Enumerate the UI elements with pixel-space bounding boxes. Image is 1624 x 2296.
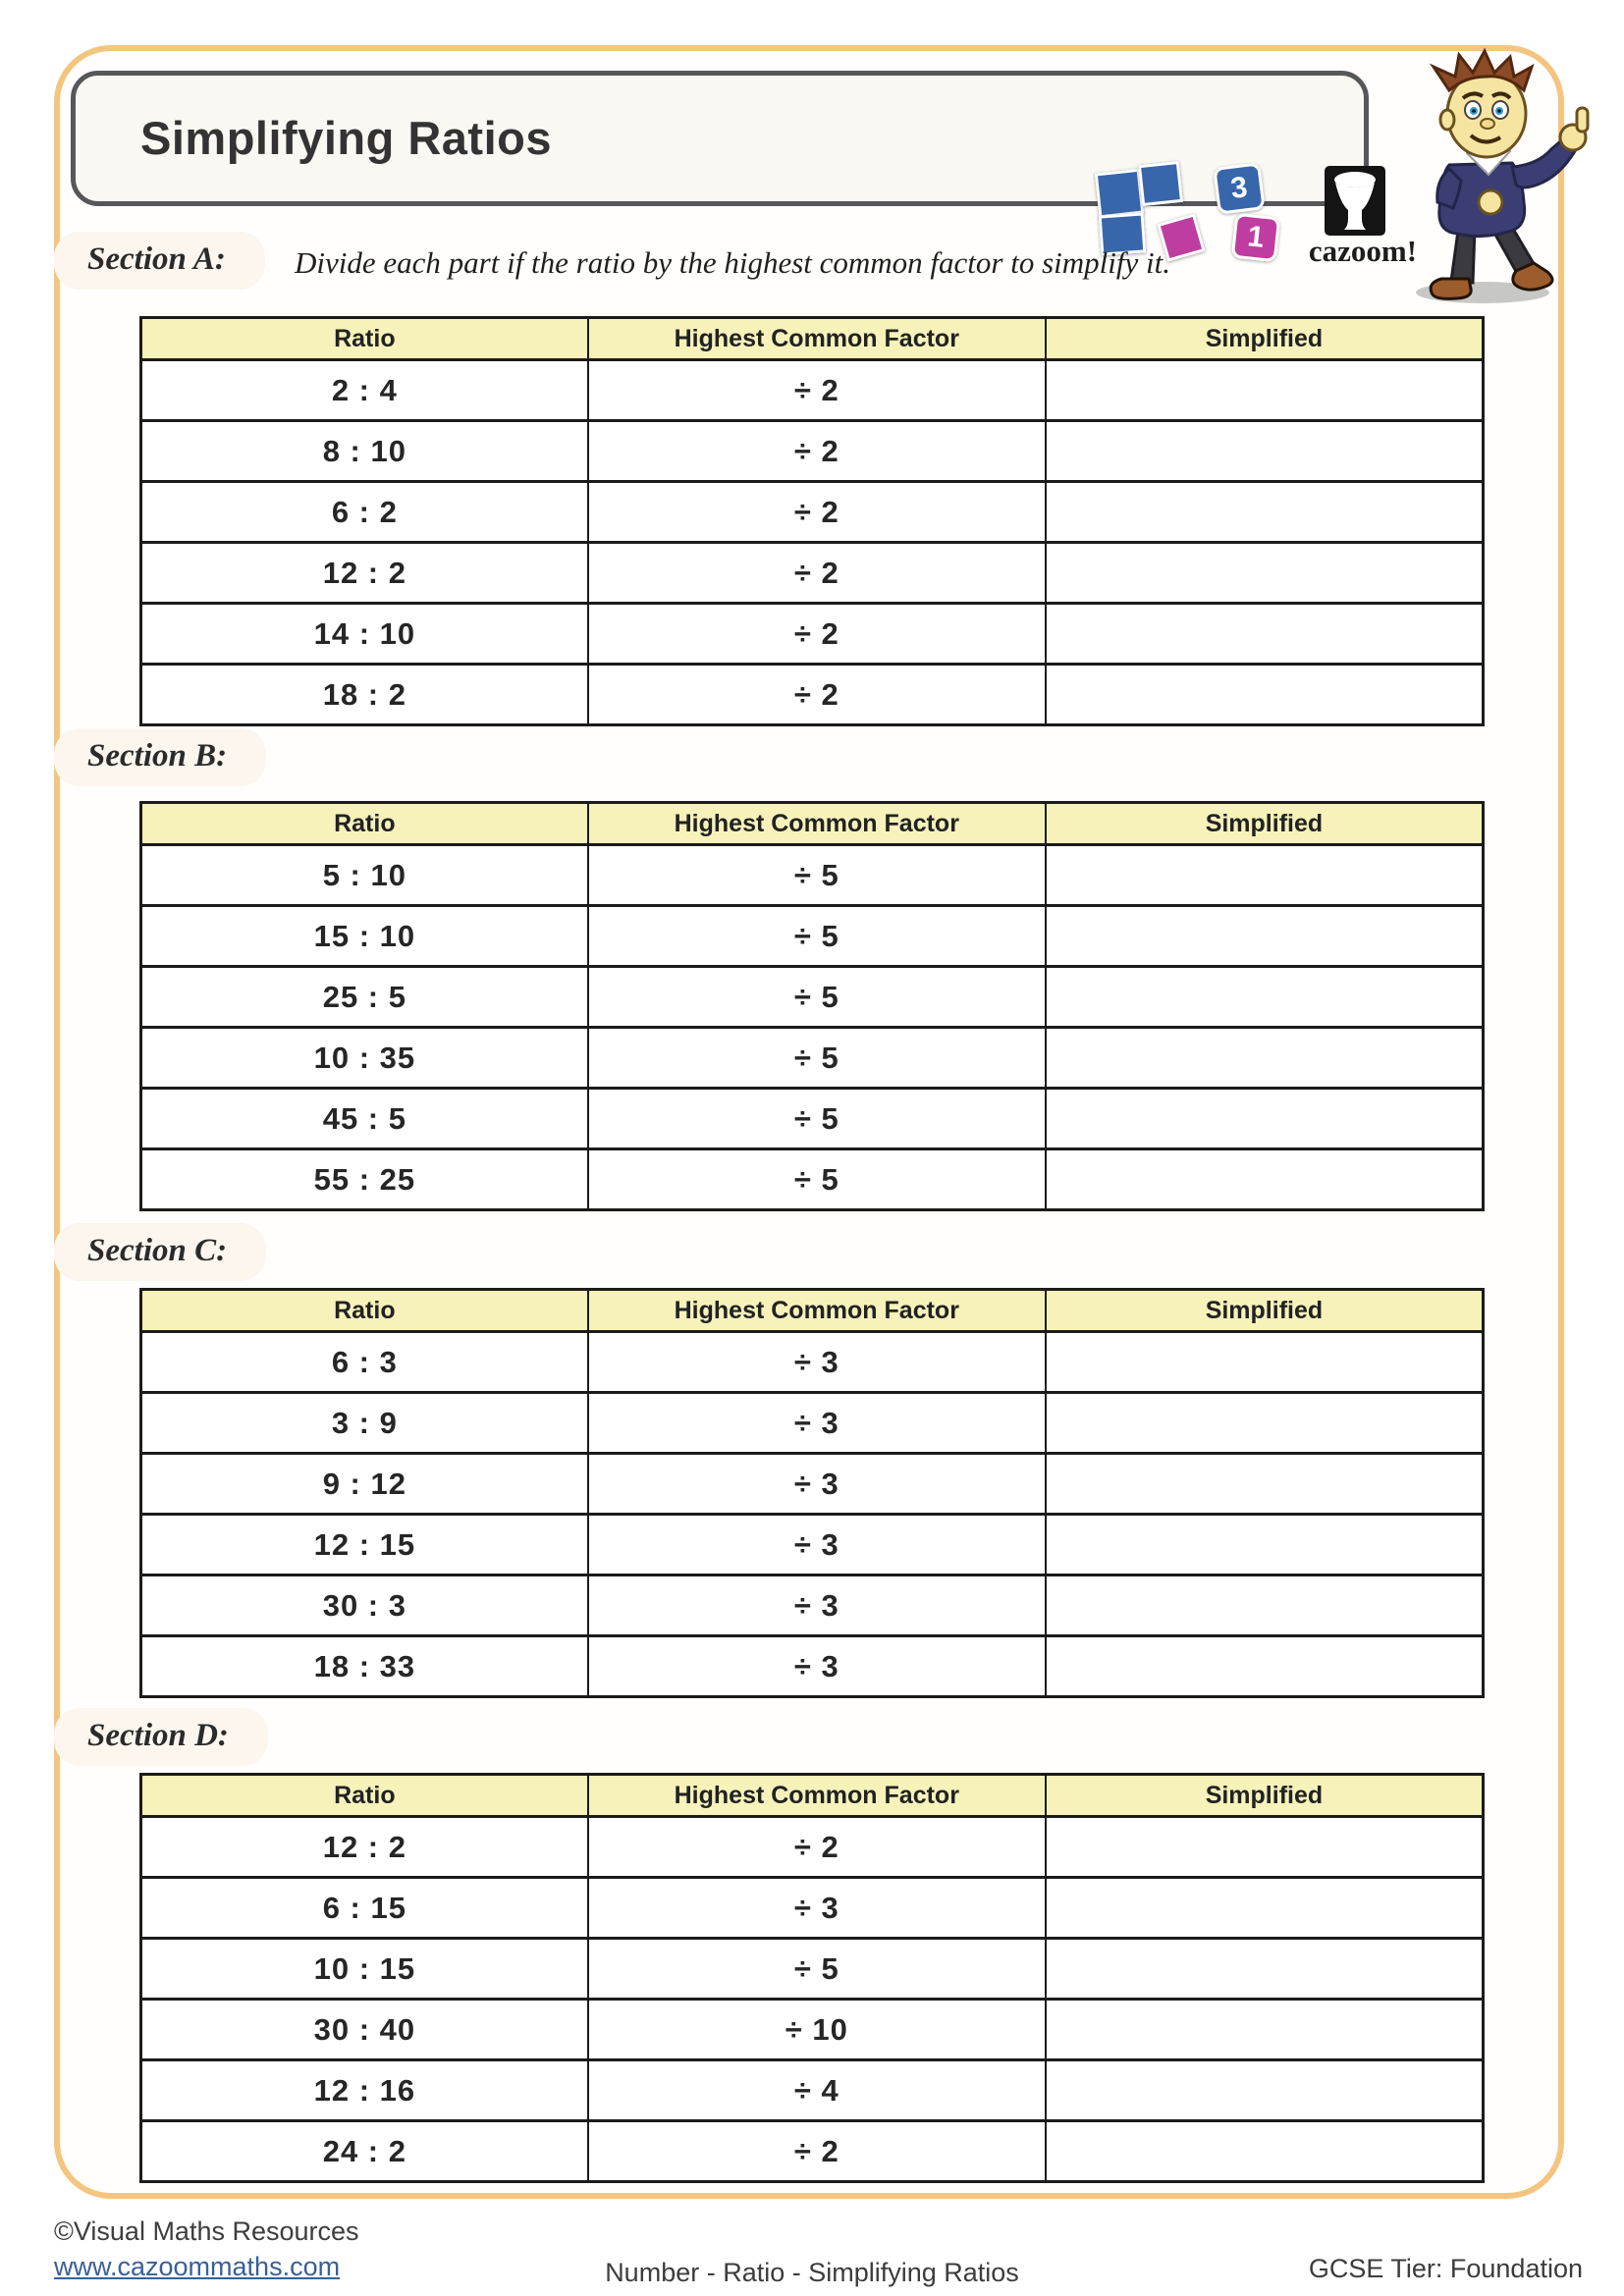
ratio-cell: 18 : 2 — [141, 665, 588, 725]
simplified-answer-cell — [1046, 482, 1484, 543]
hcf-cell: ÷ 3 — [588, 1454, 1046, 1515]
simplified-answer-cell — [1046, 1028, 1484, 1089]
simplified-answer-cell — [1046, 2060, 1484, 2121]
logo-square-icon — [1095, 169, 1145, 219]
table-row — [141, 1939, 1484, 2000]
simplified-answer-cell — [1046, 360, 1484, 421]
simplified-answer-cell — [1046, 1393, 1484, 1454]
column-header-simplified: Simplified — [1046, 1775, 1484, 1817]
hcf-cell: ÷ 3 — [588, 1575, 1046, 1636]
table-row — [141, 1089, 1484, 1149]
column-header-simplified: Simplified — [1046, 318, 1484, 360]
hcf-cell: ÷ 2 — [588, 1817, 1046, 1878]
hcf-cell: ÷ 5 — [588, 845, 1046, 906]
table-row — [141, 1575, 1484, 1636]
header-row — [141, 803, 1484, 845]
ratio-cell: 3 : 9 — [141, 1393, 588, 1454]
table-row — [141, 2060, 1484, 2121]
tile-3-label: 3 — [1228, 171, 1250, 205]
column-header-simplified: Simplified — [1046, 803, 1484, 845]
page-title: Simplifying Ratios — [140, 112, 552, 164]
hcf-cell: ÷ 2 — [588, 421, 1046, 482]
table-row — [141, 845, 1484, 906]
section-c-label: Section C: — [54, 1223, 266, 1281]
ratio-cell: 8 : 10 — [141, 421, 588, 482]
table-row — [141, 543, 1484, 604]
website-link[interactable]: www.cazoommaths.com — [54, 2252, 341, 2281]
ratio-cell: 5 : 10 — [141, 845, 588, 906]
ratio-cell: 12 : 2 — [141, 543, 588, 604]
hcf-cell: ÷ 4 — [588, 2060, 1046, 2121]
simplified-answer-cell — [1046, 1817, 1484, 1878]
column-header-ratio: Ratio — [141, 1290, 588, 1332]
hcf-cell: ÷ 5 — [588, 1149, 1046, 1210]
hcf-cell: ÷ 2 — [588, 2121, 1046, 2182]
ratio-cell: 10 : 35 — [141, 1028, 588, 1089]
section-a-instruction: Divide each part if the ratio by the highest common factor to simplify it. — [295, 245, 1170, 280]
ratio-cell: 12 : 15 — [141, 1515, 588, 1575]
simplified-answer-cell — [1046, 1636, 1484, 1697]
table-row — [141, 421, 1484, 482]
simplified-answer-cell — [1046, 1454, 1484, 1515]
tile-1-label: 1 — [1246, 220, 1267, 254]
ratio-cell: 24 : 2 — [141, 2121, 588, 2182]
simplified-answer-cell — [1046, 421, 1484, 482]
ratio-cell: 2 : 4 — [141, 360, 588, 421]
simplified-answer-cell — [1046, 1575, 1484, 1636]
table-row — [141, 1878, 1484, 1939]
simplified-answer-cell — [1046, 2121, 1484, 2182]
section-c-table — [139, 1288, 1485, 1698]
hcf-cell: ÷ 5 — [588, 1089, 1046, 1149]
table-row — [141, 1454, 1484, 1515]
simplified-answer-cell — [1046, 543, 1484, 604]
table-row — [141, 2000, 1484, 2060]
simplified-answer-cell — [1046, 906, 1484, 967]
ratio-cell: 6 : 2 — [141, 482, 588, 543]
header-row — [141, 1290, 1484, 1332]
ratio-cell: 15 : 10 — [141, 906, 588, 967]
section-d-table — [139, 1773, 1485, 2183]
header-row — [141, 318, 1484, 360]
table-row — [141, 665, 1484, 725]
hcf-cell: ÷ 3 — [588, 1332, 1046, 1393]
brand-wordmark: cazoom! — [1308, 234, 1418, 268]
simplified-answer-cell — [1046, 967, 1484, 1028]
column-header-hcf: Highest Common Factor — [588, 803, 1046, 845]
hcf-cell: ÷ 5 — [588, 1939, 1046, 2000]
ratio-cell: 55 : 25 — [141, 1149, 588, 1210]
ratio-cell: 18 : 33 — [141, 1636, 588, 1697]
ratio-cell: 25 : 5 — [141, 967, 588, 1028]
simplified-answer-cell — [1046, 1939, 1484, 2000]
ratio-cell: 10 : 15 — [141, 1939, 588, 2000]
column-header-ratio: Ratio — [141, 803, 588, 845]
table-row — [141, 1817, 1484, 1878]
hcf-cell: ÷ 5 — [588, 967, 1046, 1028]
table-row — [141, 482, 1484, 543]
column-header-hcf: Highest Common Factor — [588, 1775, 1046, 1817]
mascot-illustration — [1373, 47, 1613, 310]
section-b-label: Section B: — [54, 728, 266, 786]
table-row — [141, 604, 1484, 665]
simplified-answer-cell — [1046, 1332, 1484, 1393]
ratio-cell: 12 : 2 — [141, 1817, 588, 1878]
simplified-answer-cell — [1046, 1149, 1484, 1210]
simplified-answer-cell — [1046, 845, 1484, 906]
table-row — [141, 1332, 1484, 1393]
table-row — [141, 2121, 1484, 2182]
ratio-cell: 6 : 15 — [141, 1878, 588, 1939]
copyright-text: ©Visual Maths Resources — [54, 2216, 359, 2246]
ratio-cell: 30 : 40 — [141, 2000, 588, 2060]
column-header-hcf: Highest Common Factor — [588, 318, 1046, 360]
hcf-cell: ÷ 3 — [588, 1636, 1046, 1697]
logo-number-tile-1 — [1231, 213, 1281, 263]
hcf-cell: ÷ 3 — [588, 1878, 1046, 1939]
simplified-answer-cell — [1046, 604, 1484, 665]
ratio-cell: 12 : 16 — [141, 2060, 588, 2121]
simplified-answer-cell — [1046, 1878, 1484, 1939]
hcf-cell: ÷ 2 — [588, 604, 1046, 665]
ratio-cell: 14 : 10 — [141, 604, 588, 665]
ratio-cell: 9 : 12 — [141, 1454, 588, 1515]
ratio-cell: 30 : 3 — [141, 1575, 588, 1636]
hcf-cell: ÷ 3 — [588, 1393, 1046, 1454]
hcf-cell: ÷ 3 — [588, 1515, 1046, 1575]
footer-topic-text: Number - Ratio - Simplifying Ratios — [605, 2258, 1019, 2287]
table-row — [141, 1149, 1484, 1210]
footer-tier-text: GCSE Tier: Foundation — [1308, 2254, 1583, 2283]
column-header-simplified: Simplified — [1046, 1290, 1484, 1332]
hcf-cell: ÷ 5 — [588, 906, 1046, 967]
section-a-table — [139, 316, 1485, 726]
simplified-answer-cell — [1046, 1515, 1484, 1575]
section-d-label: Section D: — [54, 1708, 268, 1766]
section-b-table — [139, 801, 1485, 1211]
table-row — [141, 1515, 1484, 1575]
header-row — [141, 1775, 1484, 1817]
table-row — [141, 1028, 1484, 1089]
hcf-cell: ÷ 2 — [588, 360, 1046, 421]
table-row — [141, 360, 1484, 421]
table-row — [141, 1393, 1484, 1454]
hcf-cell: ÷ 10 — [588, 2000, 1046, 2060]
ratio-cell: 6 : 3 — [141, 1332, 588, 1393]
logo-square-icon — [1138, 161, 1183, 206]
simplified-answer-cell — [1046, 2000, 1484, 2060]
logo-number-tile-3 — [1213, 162, 1265, 214]
column-header-hcf: Highest Common Factor — [588, 1290, 1046, 1332]
table-row — [141, 967, 1484, 1028]
column-header-ratio: Ratio — [141, 318, 588, 360]
table-row — [141, 906, 1484, 967]
table-row — [141, 1636, 1484, 1697]
column-header-ratio: Ratio — [141, 1775, 588, 1817]
simplified-answer-cell — [1046, 1089, 1484, 1149]
simplified-answer-cell — [1046, 665, 1484, 725]
section-a-label: Section A: — [54, 232, 265, 290]
ratio-cell: 45 : 5 — [141, 1089, 588, 1149]
hcf-cell: ÷ 5 — [588, 1028, 1046, 1089]
hcf-cell: ÷ 2 — [588, 482, 1046, 543]
hcf-cell: ÷ 2 — [588, 543, 1046, 604]
hcf-cell: ÷ 2 — [588, 665, 1046, 725]
